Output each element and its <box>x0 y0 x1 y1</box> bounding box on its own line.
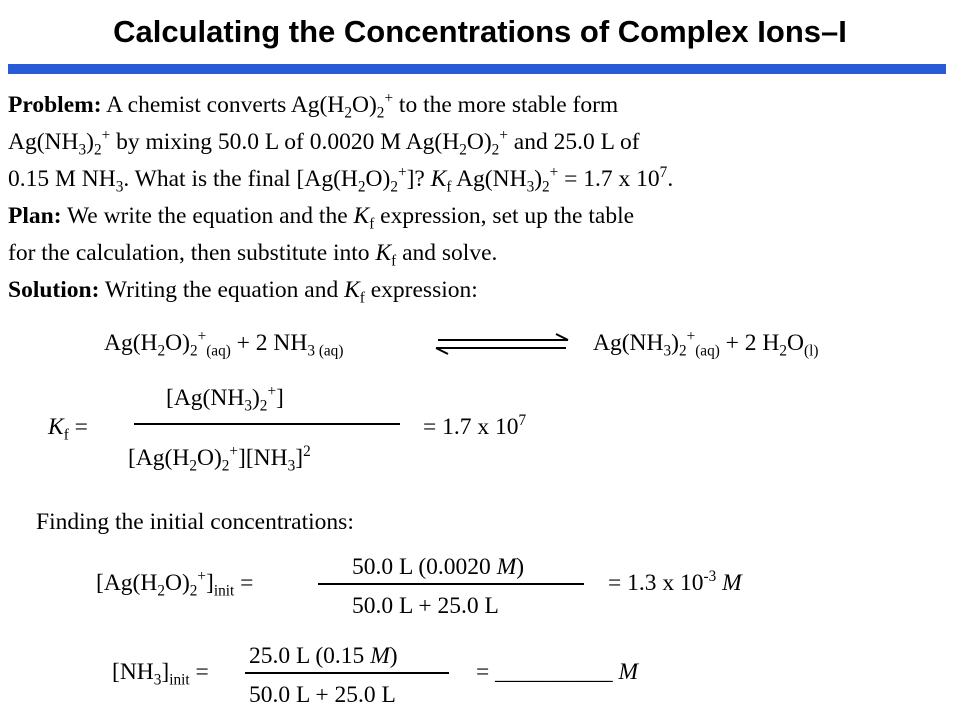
sup: 2 <box>303 443 311 461</box>
text: O) <box>165 330 190 356</box>
nh3-init-result <box>476 657 638 687</box>
text: = <box>234 570 254 596</box>
equilibrium-arrows <box>432 332 572 356</box>
text: 25.0 L (0.15 <box>249 643 371 669</box>
text: [Ag(H <box>128 445 190 471</box>
text: ) <box>389 643 398 669</box>
italic: K <box>430 166 447 192</box>
sub: 2 <box>678 342 687 360</box>
sub: (l) <box>804 342 819 360</box>
plan-line-2 <box>8 238 497 268</box>
text: . What is the final [Ag(H <box>123 166 358 192</box>
reaction-right-side <box>593 328 818 358</box>
text: to the more stable form <box>393 92 619 118</box>
sub: 3 (aq) <box>307 342 344 360</box>
problem-line-3 <box>8 164 673 194</box>
solution-line <box>8 275 478 305</box>
italic: M <box>722 570 742 596</box>
text: ) <box>516 554 525 580</box>
text: O) <box>466 129 492 155</box>
sup: 7 <box>518 412 527 430</box>
text: ) <box>534 166 543 192</box>
text: + 2 H <box>719 330 780 356</box>
sub: init <box>213 582 235 600</box>
sub: (aq) <box>206 342 231 360</box>
sub: 3 <box>244 397 252 415</box>
sub: 2 <box>542 178 550 196</box>
text: O) <box>196 445 222 471</box>
text: Ag(NH <box>593 330 664 356</box>
sub: 3 <box>287 457 296 475</box>
sub: f <box>359 289 365 307</box>
sub: 2 <box>491 141 500 159</box>
sup: + <box>686 328 696 346</box>
problem-label: Problem: <box>8 92 102 118</box>
sub: 2 <box>93 141 102 159</box>
text: + 2 NH <box>230 330 308 356</box>
kf-numerator <box>166 383 284 413</box>
text: = __________ <box>476 659 619 685</box>
sup: + <box>397 164 407 182</box>
sub: 2 <box>221 457 230 475</box>
text: by mixing 50.0 L of 0.0020 M Ag(H <box>110 129 460 155</box>
sup: -3 <box>703 568 717 586</box>
text: ] <box>161 659 170 685</box>
sup: + <box>384 90 394 108</box>
text: ][NH <box>238 445 288 471</box>
text: = 1.3 x 10 <box>608 570 704 596</box>
sub: 2 <box>157 342 166 360</box>
sup: + <box>101 127 111 145</box>
text: . <box>667 166 674 192</box>
sub: f <box>369 215 375 233</box>
text: ] <box>206 570 214 596</box>
sup: + <box>499 127 508 145</box>
kf-value <box>423 412 526 442</box>
kf-lhs <box>48 412 88 442</box>
text: O <box>787 330 805 356</box>
italic: K <box>375 240 392 266</box>
text: for the calculation, then substitute into <box>8 240 376 266</box>
sub: 2 <box>459 141 467 159</box>
text: expression, set up the table <box>374 203 635 229</box>
nh3-init-fraction-bar <box>245 672 449 674</box>
text: ] <box>276 385 284 411</box>
kf-fraction-bar <box>134 423 400 425</box>
text: ]? <box>406 166 431 192</box>
italic: M <box>496 554 517 580</box>
ag-init-denominator: 50.0 L + 25.0 L <box>352 593 499 619</box>
problem-line-1 <box>8 90 618 120</box>
sub: 2 <box>376 104 385 122</box>
sub: f <box>446 178 452 196</box>
text: = 1.7 x 10 <box>423 414 519 440</box>
text: Writing the equation and <box>99 277 345 303</box>
sub: 2 <box>779 342 788 360</box>
text: [Ag(NH <box>166 385 245 411</box>
italic: K <box>353 203 370 229</box>
text: ) <box>251 385 260 411</box>
text: Ag(NH <box>451 166 527 192</box>
sub: 3 <box>115 178 124 196</box>
nh3-init-denominator: 50.0 L + 25.0 L <box>249 682 396 708</box>
plan-label: Plan: <box>8 203 62 229</box>
sup: + <box>197 328 207 346</box>
sub: 2 <box>390 178 398 196</box>
sup: + <box>197 568 207 586</box>
text: and solve. <box>396 240 498 266</box>
initial-heading: Finding the initial concentrations: <box>36 509 354 535</box>
text: O) <box>164 570 190 596</box>
sup: + <box>267 383 277 401</box>
italic: K <box>48 414 64 440</box>
ag-init-lhs <box>96 568 253 598</box>
reaction-left-side <box>104 328 343 358</box>
text: ) <box>86 129 94 155</box>
nh3-init-numerator <box>249 641 398 671</box>
sub: f <box>391 252 397 270</box>
kf-denominator <box>128 443 311 473</box>
text: = 1.7 x 10 <box>558 166 660 192</box>
plan-line-1 <box>8 201 634 231</box>
sub: 2 <box>357 178 366 196</box>
text: 50.0 L (0.0020 <box>352 554 497 580</box>
sub: f <box>63 426 69 444</box>
sub: init <box>169 671 190 689</box>
text: expression: <box>364 277 478 303</box>
italic: M <box>370 643 390 669</box>
text: O) <box>352 92 377 118</box>
text: ] <box>295 445 304 471</box>
sup: + <box>229 443 239 461</box>
ag-init-fraction-bar <box>318 583 584 585</box>
sub: 3 <box>526 178 535 196</box>
text: Ag(NH <box>8 129 79 155</box>
text: [Ag(H <box>96 570 158 596</box>
sub: 2 <box>344 104 352 122</box>
problem-line-2 <box>8 127 640 157</box>
italic: M <box>618 659 639 685</box>
sub: 2 <box>259 397 268 415</box>
text: 0.15 M NH <box>8 166 116 192</box>
sup: + <box>549 164 559 182</box>
solution-label: Solution: <box>8 277 100 303</box>
sub: 2 <box>189 457 197 475</box>
sub: 2 <box>189 342 198 360</box>
text: [NH <box>112 659 154 685</box>
sub: 3 <box>78 141 87 159</box>
sub: 3 <box>663 342 672 360</box>
text: O) <box>365 166 391 192</box>
ag-init-result <box>608 568 742 598</box>
text: and 25.0 L of <box>507 129 640 155</box>
text: Ag(H <box>104 330 158 356</box>
sub: (aq) <box>695 342 720 360</box>
nh3-init-lhs <box>112 657 209 687</box>
ag-init-numerator <box>352 552 524 582</box>
text: = <box>189 659 209 685</box>
text: ) <box>671 330 679 356</box>
text: A chemist converts Ag(H <box>101 92 345 118</box>
text: We write the equation and the <box>61 203 354 229</box>
sup: 7 <box>659 164 668 182</box>
sub: 2 <box>157 582 165 600</box>
sub: 3 <box>153 671 162 689</box>
text: = <box>68 414 88 440</box>
italic: K <box>344 277 360 303</box>
sub: 2 <box>189 582 198 600</box>
slide-title: Calculating the Concentrations of Complex Ions–I <box>113 14 847 49</box>
title-accent-bar <box>8 64 946 74</box>
